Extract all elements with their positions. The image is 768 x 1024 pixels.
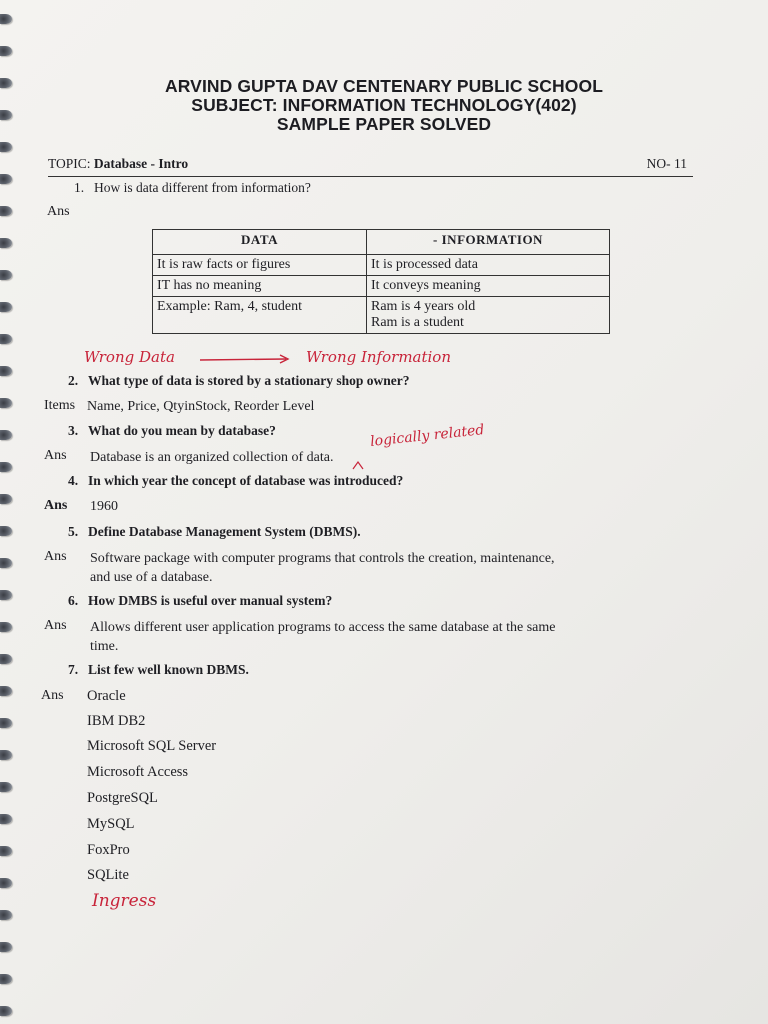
table-cell: It conveys meaning	[367, 276, 610, 297]
answer-label: Ans	[44, 549, 67, 564]
answer-text: 1960	[90, 499, 118, 514]
answer-text: Name, Price, QtyinStock, Reorder Level	[87, 399, 315, 414]
answer-label: Items	[44, 398, 76, 413]
question-text: How DMBS is useful over manual system?	[88, 593, 333, 608]
question-number: 3.	[68, 423, 79, 438]
topic-value: Database - Intro	[93, 156, 189, 171]
answer-line: time.	[90, 639, 119, 654]
question-text: How is data different from information?	[94, 180, 311, 195]
list-item: IBM DB2	[87, 713, 146, 729]
answer-label: Ans	[44, 448, 67, 463]
question-number: 6.	[68, 593, 79, 608]
school-name: ARVIND GUPTA DAV CENTENARY PUBLIC SCHOOL	[165, 76, 603, 96]
answer-line: and use of a database.	[90, 570, 213, 585]
handwritten-logically-related: logically related	[369, 422, 486, 450]
question-text: Define Database Management System (DBMS).	[88, 524, 361, 539]
question-7	[68, 662, 249, 678]
question-5	[68, 524, 361, 540]
answer-text: Database is an organized collection of data.	[90, 450, 334, 465]
question-3	[68, 423, 276, 439]
question-text: What type of data is stored by a stationary shop owner?	[88, 373, 410, 388]
answer-label: Ans	[44, 498, 68, 513]
list-item: Oracle	[87, 688, 126, 704]
list-item: MySQL	[87, 816, 135, 832]
handwritten-ingress: Ingress	[92, 891, 157, 911]
table-header-row	[153, 230, 610, 255]
list-item: FoxPro	[87, 842, 130, 858]
answer-text	[90, 549, 555, 587]
question-1	[74, 180, 311, 196]
table-cell: It is processed data	[367, 255, 610, 276]
question-number: 1.	[74, 180, 85, 195]
answer-line: Software package with computer programs that controls the creation, maintenance,	[90, 551, 555, 566]
question-number: 2.	[68, 373, 79, 388]
handwritten-arrow-icon	[198, 352, 292, 366]
caret-insert-icon	[352, 460, 364, 470]
data-vs-information-table	[152, 229, 610, 334]
list-item: Microsoft SQL Server	[87, 738, 217, 754]
handwritten-wrong-data: Wrong Data	[84, 348, 175, 366]
table-row	[153, 255, 610, 276]
answer-line: Allows different user application programs to access the same database at the same	[90, 620, 556, 635]
question-number: 7.	[68, 662, 79, 677]
topic	[48, 156, 188, 172]
handwritten-wrong-information: Wrong Information	[306, 348, 451, 366]
table-row	[153, 276, 610, 297]
list-item: PostgreSQL	[87, 790, 158, 806]
column-header-information: - INFORMATION	[367, 230, 610, 255]
sheet-number: NO- 11	[646, 156, 687, 171]
table-cell	[367, 297, 610, 334]
question-number: 5.	[68, 524, 79, 539]
answer-text	[90, 618, 555, 656]
question-2	[68, 373, 410, 389]
table-cell-line: Ram is 4 years old	[371, 299, 476, 314]
column-header-data: DATA	[153, 230, 367, 255]
paper-title: SAMPLE PAPER SOLVED	[276, 114, 492, 134]
question-text: List few well known DBMS.	[88, 662, 249, 677]
question-text: What do you mean by database?	[88, 423, 276, 438]
question-number: 4.	[68, 473, 79, 488]
question-6	[68, 593, 332, 609]
question-text: In which year the concept of database was introduced?	[88, 473, 404, 488]
spiral-binding	[0, 0, 18, 1024]
topic-label: TOPIC:	[48, 156, 94, 171]
question-4	[68, 473, 403, 489]
table-cell-line: Ram is a student	[371, 315, 464, 330]
answer-label: Ans	[44, 618, 67, 633]
table-cell: IT has no meaning	[153, 276, 367, 297]
topic-row	[48, 156, 693, 177]
table-cell: It is raw facts or figures	[153, 255, 367, 276]
subject-title: SUBJECT: INFORMATION TECHNOLOGY(402)	[191, 95, 577, 115]
table-cell: Example: Ram, 4, student	[153, 297, 367, 334]
table-row	[153, 297, 610, 334]
answer-label: Ans	[41, 688, 64, 703]
answer-label: Ans	[47, 204, 70, 219]
list-item: SQLite	[87, 867, 129, 883]
list-item: Microsoft Access	[87, 764, 189, 780]
